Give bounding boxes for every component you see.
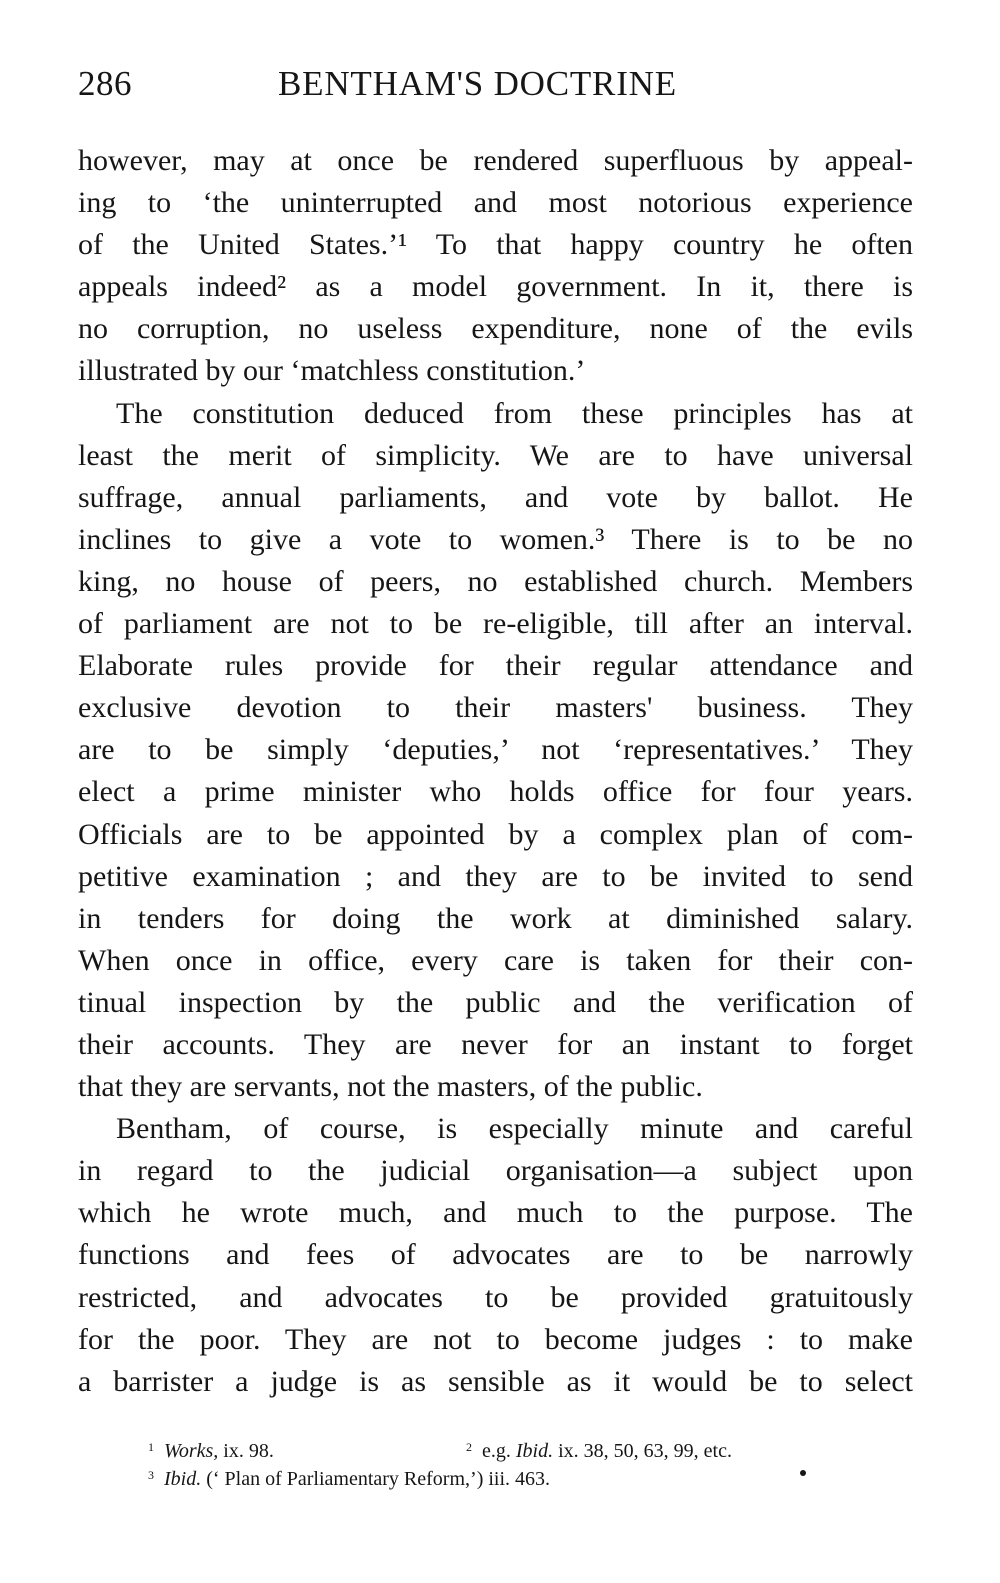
text-line: When once in office, every care is taken for their con-	[78, 943, 913, 977]
text-line: of the United States.’¹ To that happy country he often	[78, 228, 913, 262]
footnote-reference: (‘ Plan of Parliamentary Reform,’) iii. 463.	[206, 1468, 551, 1490]
text-line: that they are servants, not the masters, of the public.	[78, 1070, 703, 1104]
page-number: 286	[78, 64, 132, 103]
text-line: tinual inspection by the public and the verification of	[78, 985, 913, 1019]
text-line: exclusive devotion to their masters' business. They	[78, 691, 913, 725]
running-header	[78, 64, 913, 114]
text-line: no corruption, no useless expenditure, none of the evils	[78, 312, 913, 346]
footnote-reference: ix. 38, 50, 63, 99, etc.	[558, 1440, 732, 1462]
text-line: in tenders for doing the work at diminished salary.	[78, 901, 913, 935]
text-line: which he wrote much, and much to the purpose. The	[78, 1196, 913, 1230]
footnote-3	[148, 1461, 550, 1493]
text-line: petitive examination ; and they are to be invited to send	[78, 859, 913, 893]
text-line: elect a prime minister who holds office for four years.	[78, 775, 913, 809]
footnote-prefix: e.g.	[482, 1440, 511, 1462]
footnote-marker: 1	[148, 1440, 154, 1454]
text-line: appeals indeed² as a model government. In it, there is	[78, 270, 913, 304]
footnote-work: Ibid.	[164, 1468, 202, 1490]
text-line: of parliament are not to be re-eligible, till after an interval.	[78, 607, 913, 641]
text-line: suffrage, annual parliaments, and vote by ballot. He	[78, 480, 913, 514]
text-line: are to be simply ‘deputies,’ not ‘representatives.’ They	[78, 733, 913, 767]
text-line: functions and fees of advocates are to be narrowly	[78, 1238, 913, 1272]
body-text	[78, 140, 913, 1403]
footnote-work: Ibid.	[515, 1440, 554, 1462]
text-line: ing to ‘the uninterrupted and most notorious experience	[78, 186, 913, 220]
text-line: Officials are to be appointed by a complex plan of com-	[78, 817, 913, 851]
text-line: their accounts. They are never for an instant to forget	[78, 1027, 913, 1061]
footnote-reference: ix. 98.	[223, 1440, 274, 1462]
footnote-marker: 2	[466, 1440, 472, 1454]
text-line: restricted, and advocates to be provided gratuitously	[78, 1280, 913, 1314]
footnote-work: Works,	[164, 1440, 219, 1462]
text-line: inclines to give a vote to women.³ There is to be no	[78, 522, 913, 556]
text-line: for the poor. They are not to become judges : to make	[78, 1322, 913, 1356]
footnote-marker: 3	[148, 1468, 154, 1482]
text-line: in regard to the judicial organisation—a subject upon	[78, 1154, 913, 1188]
text-line: least the merit of simplicity. We are to have universal	[78, 438, 913, 472]
print-speck	[800, 1470, 806, 1476]
text-line: illustrated by our ‘matchless constitution.’	[78, 354, 586, 388]
text-line: a barrister a judge is as sensible as it would be to select	[78, 1364, 913, 1398]
text-line: king, no house of peers, no established church. Members	[78, 564, 913, 598]
text-line: however, may at once be rendered superfluous by appeal-	[78, 144, 913, 177]
paragraph-start-line: Bentham, of course, is especially minute and careful	[116, 1112, 913, 1146]
paragraph-start-line: The constitution deduced from these principles has at	[116, 396, 913, 430]
running-title: BENTHAM'S DOCTRINE	[278, 64, 677, 103]
text-line: Elaborate rules provide for their regular attendance and	[78, 649, 913, 683]
